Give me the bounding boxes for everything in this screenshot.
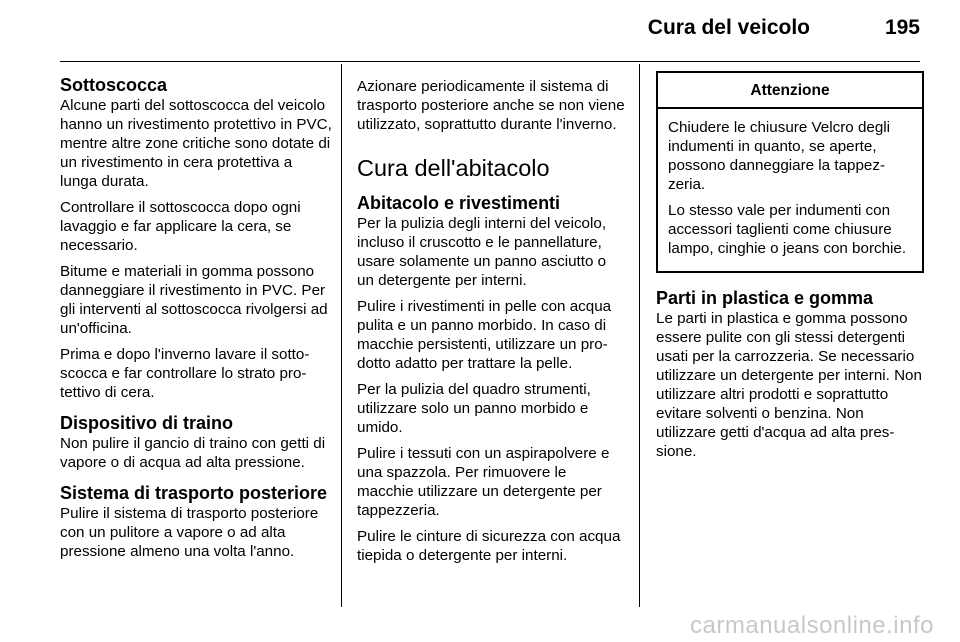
column-divider-1 xyxy=(341,64,342,607)
heading-sottoscocca: Sottoscocca xyxy=(60,75,168,95)
paragraph: Controllare il sottoscocca dopo ogni lavaggio e far applicare la cera, se necessario. xyxy=(60,199,301,254)
column-1 xyxy=(60,74,332,571)
section-trasporto xyxy=(60,482,332,561)
paragraph: Pulire le cinture di sicurezza con acqua tiepida o detergente per interni. xyxy=(357,528,621,564)
paragraph: Bitume e materiali in gomma possono danneggiare il rivestimento in PVC. Per gli interventi al sottoscocca rivolgersi ad un'officina. xyxy=(60,263,328,337)
paragraph: Le parti in plastica e gomma possono essere pulite con gli stessi detergenti usati per la carrozzeria. Se necessario utilizzare un detergente per interni. Non utilizzare altri prodotti e soprattutto evitare solventi o benzina. Non utilizzare getti d'acqua ad alta pressione. xyxy=(656,310,922,460)
page-number: 195 xyxy=(884,16,920,39)
heading-dispositivo-traino: Dispositivo di traino xyxy=(60,413,234,433)
warning-title: Attenzione xyxy=(658,73,922,109)
heading-parti-plastica: Parti in plastica e gomma xyxy=(656,288,874,308)
paragraph: Alcune parti del sottoscocca del veicolo hanno un rivestimento protettivo in PVC, mentre altre zone critiche sono dotate di un rivestimento in cera protettiva a lunga durata. xyxy=(60,97,332,190)
paragraph: Pulire i rivestimenti in pelle con acqua pulita e un panno morbido. In caso di macchie persistenti, utilizzare un prodotto adatto per trattare la pelle. xyxy=(357,298,612,372)
heading-cura-abitacolo: Cura dell'abitacolo xyxy=(357,155,550,181)
paragraph: Prima e dopo l'inverno lavare il sottoscocca e far controllare lo strato protettivo di cera. xyxy=(60,346,310,401)
warning-paragraph: Chiudere le chiusure Velcro degli indumenti in quanto, se aperte, possono danneggiare la tappezzeria. xyxy=(668,119,891,193)
header-rule xyxy=(60,61,920,62)
column-3 xyxy=(656,74,924,468)
section-traino xyxy=(60,412,332,472)
paragraph: Azionare periodicamente il sistema di trasporto posteriore anche se non viene utilizzato, soprattutto durante l'inverno. xyxy=(357,78,625,133)
paragraph: Non pulire il gancio di traino con getti di vapore o di acqua ad alta pressione. xyxy=(60,435,326,471)
section-sottoscocca xyxy=(60,74,332,402)
warning-box xyxy=(656,71,924,273)
column-divider-2 xyxy=(639,64,640,607)
paragraph: Per la pulizia degli interni del veicolo, incluso il cruscotto e le pannellature, usare solamente un panno asciutto o un detergente per interni. xyxy=(357,215,607,289)
column-2 xyxy=(357,77,627,572)
paragraph: Per la pulizia del quadro strumenti, utilizzare solo un panno morbido e umido. xyxy=(357,381,591,436)
heading-abitacolo-rivestimenti: Abitacolo e rivestimenti xyxy=(357,193,561,213)
warning-body xyxy=(658,109,922,271)
section-plastica xyxy=(656,287,924,461)
paragraph: Pulire i tessuti con un aspirapolvere e una spazzola. Per rimuovere le macchie utilizzare un detergente per tappezzeria. xyxy=(357,445,610,519)
watermark: carmanualsonline.info xyxy=(690,612,934,639)
header-title: Cura del veicolo xyxy=(647,16,810,39)
heading-sistema-trasporto: Sistema di trasporto posteriore xyxy=(60,483,328,503)
paragraph: Pulire il sistema di trasporto posteriore con un pulitore a vapore o ad alta pressione almeno una volta l'anno. xyxy=(60,505,319,560)
warning-paragraph: Lo stesso vale per indumenti con accessori taglienti come chiusure lampo, cinghie o jeans con borchie. xyxy=(668,202,907,257)
